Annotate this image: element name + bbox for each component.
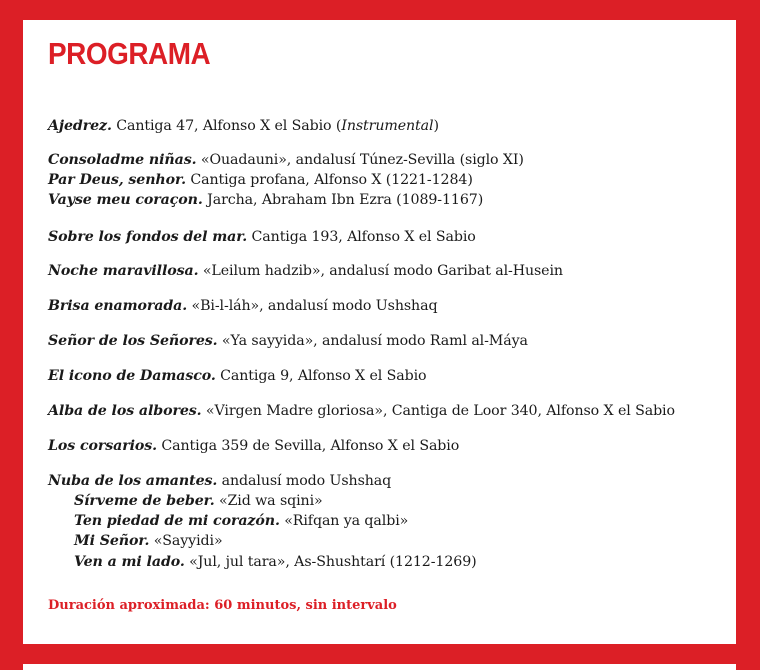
program-item xyxy=(48,402,675,420)
item-title: El icono de Damasco. xyxy=(48,368,216,384)
program-item xyxy=(48,472,391,490)
program-item xyxy=(48,332,528,350)
item-title: Nuba de los amantes. xyxy=(48,473,218,489)
program-item xyxy=(48,171,473,189)
page-title: PROGRAMA xyxy=(48,36,211,71)
program-item xyxy=(48,262,563,280)
item-title: Sobre los fondos del mar. xyxy=(48,229,248,245)
item-detail: Jarcha, Abraham Ibn Ezra (1089-1167) xyxy=(202,192,484,208)
program-item xyxy=(48,437,459,455)
item-tail: ) xyxy=(433,118,439,134)
program-item xyxy=(48,228,476,246)
program-sub-item xyxy=(74,512,408,530)
sub-item-detail: «Jul, jul tara», As-Shushtarí (1212-1269) xyxy=(184,554,477,570)
duration-note: Duración aproximada: 60 minutos, sin intervalo xyxy=(48,598,397,613)
sub-item-title: Mi Señor. xyxy=(74,533,150,549)
program-item xyxy=(48,297,437,315)
item-detail: «Bi-l-láh», andalusí modo Ushshaq xyxy=(187,298,438,314)
item-title: Los corsarios. xyxy=(48,438,157,454)
sub-item-detail: «Sayyidi» xyxy=(149,533,223,549)
item-title: Señor de los Señores. xyxy=(48,333,218,349)
item-detail: Cantiga 359 de Sevilla, Alfonso X el Sabio xyxy=(156,438,460,454)
program-sub-item xyxy=(74,492,323,510)
item-title: Brisa enamorada. xyxy=(48,298,188,314)
item-title: Noche maravillosa. xyxy=(48,263,199,279)
sub-item-detail: «Zid wa sqini» xyxy=(214,493,323,509)
sub-item-detail: «Rifqan ya qalbi» xyxy=(279,513,409,529)
program-item xyxy=(48,367,426,385)
item-title: Vayse meu coraçon. xyxy=(48,192,203,208)
footer-divider xyxy=(23,664,736,670)
item-title: Ajedrez. xyxy=(48,118,112,134)
item-note: Instrumental xyxy=(341,118,434,134)
item-title: Alba de los albores. xyxy=(48,403,202,419)
program-sub-item xyxy=(74,532,223,550)
sub-item-title: Sírveme de beber. xyxy=(74,493,215,509)
sub-item-title: Ven a mi lado. xyxy=(74,554,185,570)
program-item xyxy=(48,117,439,135)
item-detail: andalusí modo Ushshaq xyxy=(217,473,392,489)
item-title: Consoladme niñas. xyxy=(48,152,197,168)
item-title: Par Deus, senhor. xyxy=(48,172,186,188)
item-detail: «Leilum hadzib», andalusí modo Garibat al-Husein xyxy=(198,263,563,279)
item-detail: «Ya sayyida», andalusí modo Raml al-Máya xyxy=(217,333,528,349)
program-sub-item xyxy=(74,553,477,571)
item-detail: Cantiga 193, Alfonso X el Sabio xyxy=(247,229,476,245)
item-detail: «Virgen Madre gloriosa», Cantiga de Loor 340, Alfonso X el Sabio xyxy=(201,403,675,419)
sub-item-title: Ten piedad de mi corazón. xyxy=(74,513,280,529)
item-detail: «Ouadauni», andalusí Túnez-Sevilla (siglo XI) xyxy=(196,152,524,168)
item-detail: Cantiga profana, Alfonso X (1221-1284) xyxy=(185,172,473,188)
program-item xyxy=(48,191,483,209)
item-detail: Cantiga 9, Alfonso X el Sabio xyxy=(215,368,427,384)
item-detail: Cantiga 47, Alfonso X el Sabio ( xyxy=(111,118,342,134)
program-item xyxy=(48,151,524,169)
